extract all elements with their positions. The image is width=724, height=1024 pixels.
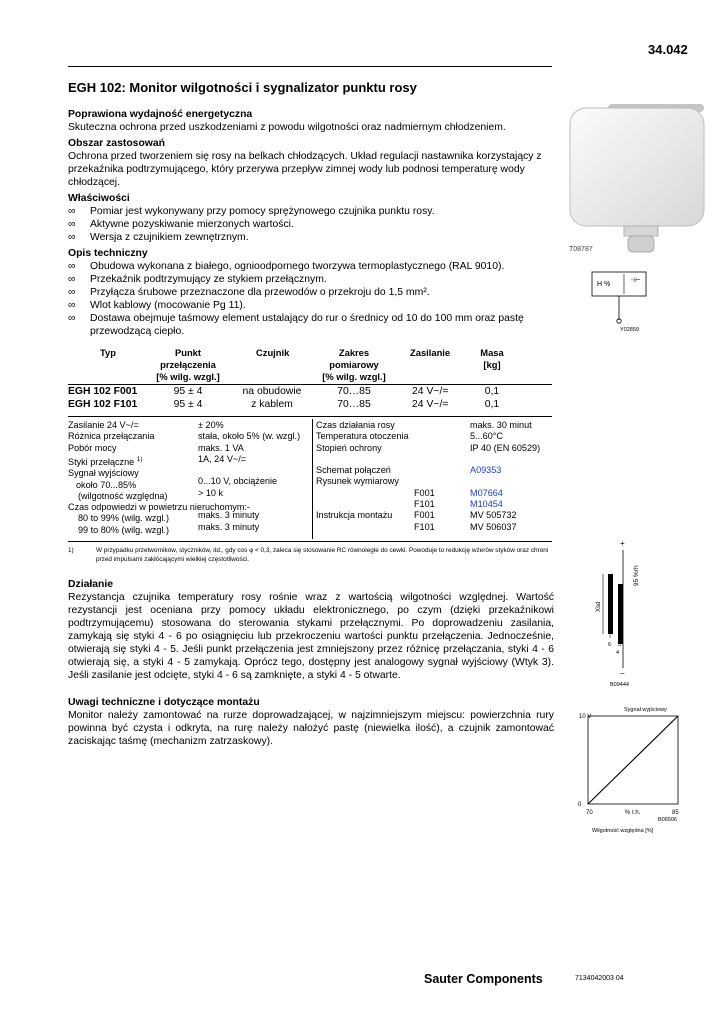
device-symbol xyxy=(590,268,670,334)
axis-label: 95 %rh xyxy=(633,565,640,586)
hysteresis-bar-right xyxy=(618,584,623,644)
footnote-text: W przypadku przetworników, styczników, itd., gdy cos φ < 0,3, zaleca się stosowanie RC równolegle do cewki. Powoduje to redukcję wżerów styków oraz chroni przed impulsami zakłócającymi wielkiej częstotliwości. xyxy=(96,547,549,563)
list-item: ∞ Przyłącza śrubowe przeznaczone dla przewodów o przekroju do 1,5 mm². xyxy=(68,287,430,298)
energy-text: Skuteczna ochrona przed uszkodzeniami z powodu wilgotności oraz nadmiernym chłodzeniem. xyxy=(68,122,506,133)
col-sensor: Czujnik xyxy=(256,347,290,358)
list-item: ∞ Aktywne pozyskiwanie mierzonych wartości. xyxy=(68,219,294,230)
spec-right-codes: F001 F101 F001 F101 xyxy=(414,487,435,532)
table-row: EGH 102 F101 95 ± 4 z kablem 70…85 24 V~/= 0,1 xyxy=(68,399,500,410)
product-table xyxy=(68,346,552,412)
bullet-icon: ∞ xyxy=(68,287,76,298)
list-item: ∞ Pomiar jest wykonywany przy pomocy sprężynowego czujnika punktu rosy. xyxy=(68,206,435,217)
col-supply: Zasilanie xyxy=(410,347,451,358)
hysteresis-bar-left xyxy=(608,574,613,634)
installation-section xyxy=(68,696,554,748)
properties-heading: Właściwości xyxy=(68,193,130,204)
bullet-icon: ∞ xyxy=(68,300,76,311)
spec-left-labels: Zasilanie 24 V~/= Różnica przełączania Pobór mocy Styki przełączne $^{1)}$ Sygnał wyjściowy około 70...85% (wilgotność względna) Czas odpowiedzi w powietrzu nieruchomym:- 80 to 99% (wilg. wzgl.) 99 to 80% (wilg. wzgl.) xyxy=(68,420,250,535)
pin-5-label: 5 xyxy=(618,642,622,648)
product-table-header xyxy=(68,346,552,385)
technical-heading: Opis techniczny xyxy=(68,248,148,259)
y-tick-zero: 0 xyxy=(578,802,582,808)
list-item: ∞ Wlot kablowy (mocowanie Pg 11). xyxy=(68,300,246,311)
connection-diagram-link[interactable]: A09353 xyxy=(470,465,502,476)
application-text: Ochrona przed tworzeniem się rosy na belkach chłodzących. Układ regulacji nastawnika korzystający z przekaźnika podtrzymującego, który przerywa przepływ zimnej wody lub podnosi temperaturę wody chłodzącej. xyxy=(68,151,542,188)
col-mass: Masa [kg] xyxy=(480,347,504,370)
energy-heading: Poprawiona wydajność energetyczna xyxy=(68,109,253,120)
application-heading: Obszar zastosowań xyxy=(68,138,166,149)
sensor-nozzle xyxy=(628,236,654,252)
col-range: Zakres pomiarowy [% wilg. wzgl.] xyxy=(322,347,386,382)
switching-diagram xyxy=(590,540,660,690)
bullet-icon: ∞ xyxy=(68,232,76,243)
xsd-label: Xsd xyxy=(596,601,602,612)
list-item: ∞ Wersja z czujnikiem zewnętrznym. xyxy=(68,232,249,243)
bullet-icon: ∞ xyxy=(68,261,76,272)
y-tick-top: 10 V- xyxy=(579,714,594,720)
properties-list xyxy=(68,205,554,244)
bullet-icon: ∞ xyxy=(68,274,76,285)
bullet-icon: ∞ xyxy=(68,206,76,217)
spec-left-values: ± 20% stała, około 5% (w. wzgl.) maks. 1 VA 1A, 24 V~/= 0...10 V, obciążenie > 10 k maks. 3 minuty maks. 3 minuty xyxy=(198,420,301,532)
header-rule xyxy=(68,66,552,67)
product-photo xyxy=(560,96,710,256)
spec-right-values: maks. 30 minut 5...60°C IP 40 (EN 60529) A09353 M07664 M10454 MV 505732 MV 506037 xyxy=(470,420,541,532)
x-axis-label: Wilgotność względna [%] xyxy=(592,828,654,834)
symbol-contact-icon: ⊣⊢ xyxy=(630,278,641,284)
switch-code: B09444 xyxy=(610,682,629,688)
col-switch-point: Punkt przełączenia [% wilg. wzgl.] xyxy=(156,347,220,382)
installation-text: Monitor należy zamontować na rurze doprowadzającej, w najzimniejszym miejscu: powierzchnia rury powinna być czysta i odkryta, na rurę należy nałożyć pastę (niewielka ilość), a czujnik zamontować zaciskając taśmę (mechanizm zatrzaskowy). xyxy=(68,710,554,747)
output-line xyxy=(588,716,678,804)
pin-4-label: 4 xyxy=(616,650,620,656)
list-item: ∞ Obudowa wykonana z białego, ognioodpornego tworzywa termoplastycznego (RAL 9010). xyxy=(68,261,505,272)
list-item: ∞ Przekaźnik podtrzymujący ze stykiem przełącznym. xyxy=(68,274,327,285)
document-number: 34.042 xyxy=(648,42,688,57)
installation-heading: Uwagi techniczne i dotyczące montażu xyxy=(68,697,260,708)
footer-code: 7134042003 04 xyxy=(575,975,624,982)
footnote-mark: 1) xyxy=(68,547,74,554)
technical-list xyxy=(68,260,554,338)
footer-brand: Sauter Components xyxy=(424,972,543,986)
list-item: ∞ Dostawa obejmuje taśmowy element ustalający do rur o średnicy od 10 do 100 mm oraz pastę przewodzącą ciepło. xyxy=(68,313,524,337)
minus-sign: − xyxy=(620,669,625,678)
pin-6-label: 6 xyxy=(608,642,612,648)
spec-divider xyxy=(312,419,313,539)
chart-title: Sygnał wyjściowy xyxy=(624,707,667,713)
table-row: EGH 102 F001 95 ± 4 na obudowie 70…85 24 V~/= 0,1 xyxy=(68,386,500,397)
bullet-icon: ∞ xyxy=(68,219,76,230)
spec-right-labels: Czas działania rosy Temperatura otoczenia Stopień ochrony Schemat połączeń Rysunek wymiarowy Instrukcja montażu xyxy=(316,420,409,521)
dimension-drawing-f101-link[interactable]: M10454 xyxy=(470,499,503,510)
x-tick-85: 85 xyxy=(672,810,679,816)
x-tick-70: 70 xyxy=(586,810,593,816)
operation-section xyxy=(68,578,554,682)
photo-code: T08787 xyxy=(569,246,593,253)
x-tick-unit: % r.h. xyxy=(625,810,641,816)
specifications xyxy=(68,416,552,542)
output-signal-chart xyxy=(570,700,690,840)
plus-sign: + xyxy=(620,540,625,548)
symbol-code: Y02859 xyxy=(620,327,639,333)
chart-code: B06506 xyxy=(658,817,677,823)
cable-gland xyxy=(624,226,658,236)
operation-heading: Działanie xyxy=(68,579,114,590)
bullet-icon: ∞ xyxy=(68,313,76,324)
housing-body xyxy=(570,108,704,226)
intro-sections xyxy=(68,108,554,341)
operation-text: Rezystancja czujnika temperatury rosy rośnie wraz z wartością wilgotności względnej. Wartość rezystancji jest oceniana przy pomocy układu elektronicznego, po czym (dzięki przekaźnikowi podtrzymującemu) stosowana do sterowania stykami przełącznymi. Po doprowadzeniu zasilania, zamykają się styki 4 - 6 po osiągnięciu lub przekroczeniu wartości punktu przełączenia. Jednocześnie, otwierają się styki 4 - 5. Jeśli punkt przełączenia jest zmniejszony przez różnicę przełączania, styki 4 - 6 otwierają się, a styki 4 - 5 zamykają. Oprócz tego, dostępny jest analogowy sygnał wyjściowy (Wtyk 3). Jeśli zasilanie jest odcięte, styki 4 - 6 są zamknięte, a styki 4 - 5 otwarte. xyxy=(68,592,554,681)
page-title: EGH 102: Monitor wilgotności i sygnalizator punktu rosy xyxy=(68,80,417,95)
symbol-label: H % xyxy=(597,281,611,288)
col-typ: Typ xyxy=(100,347,116,358)
dimension-drawing-f001-link[interactable]: M07664 xyxy=(470,487,503,498)
